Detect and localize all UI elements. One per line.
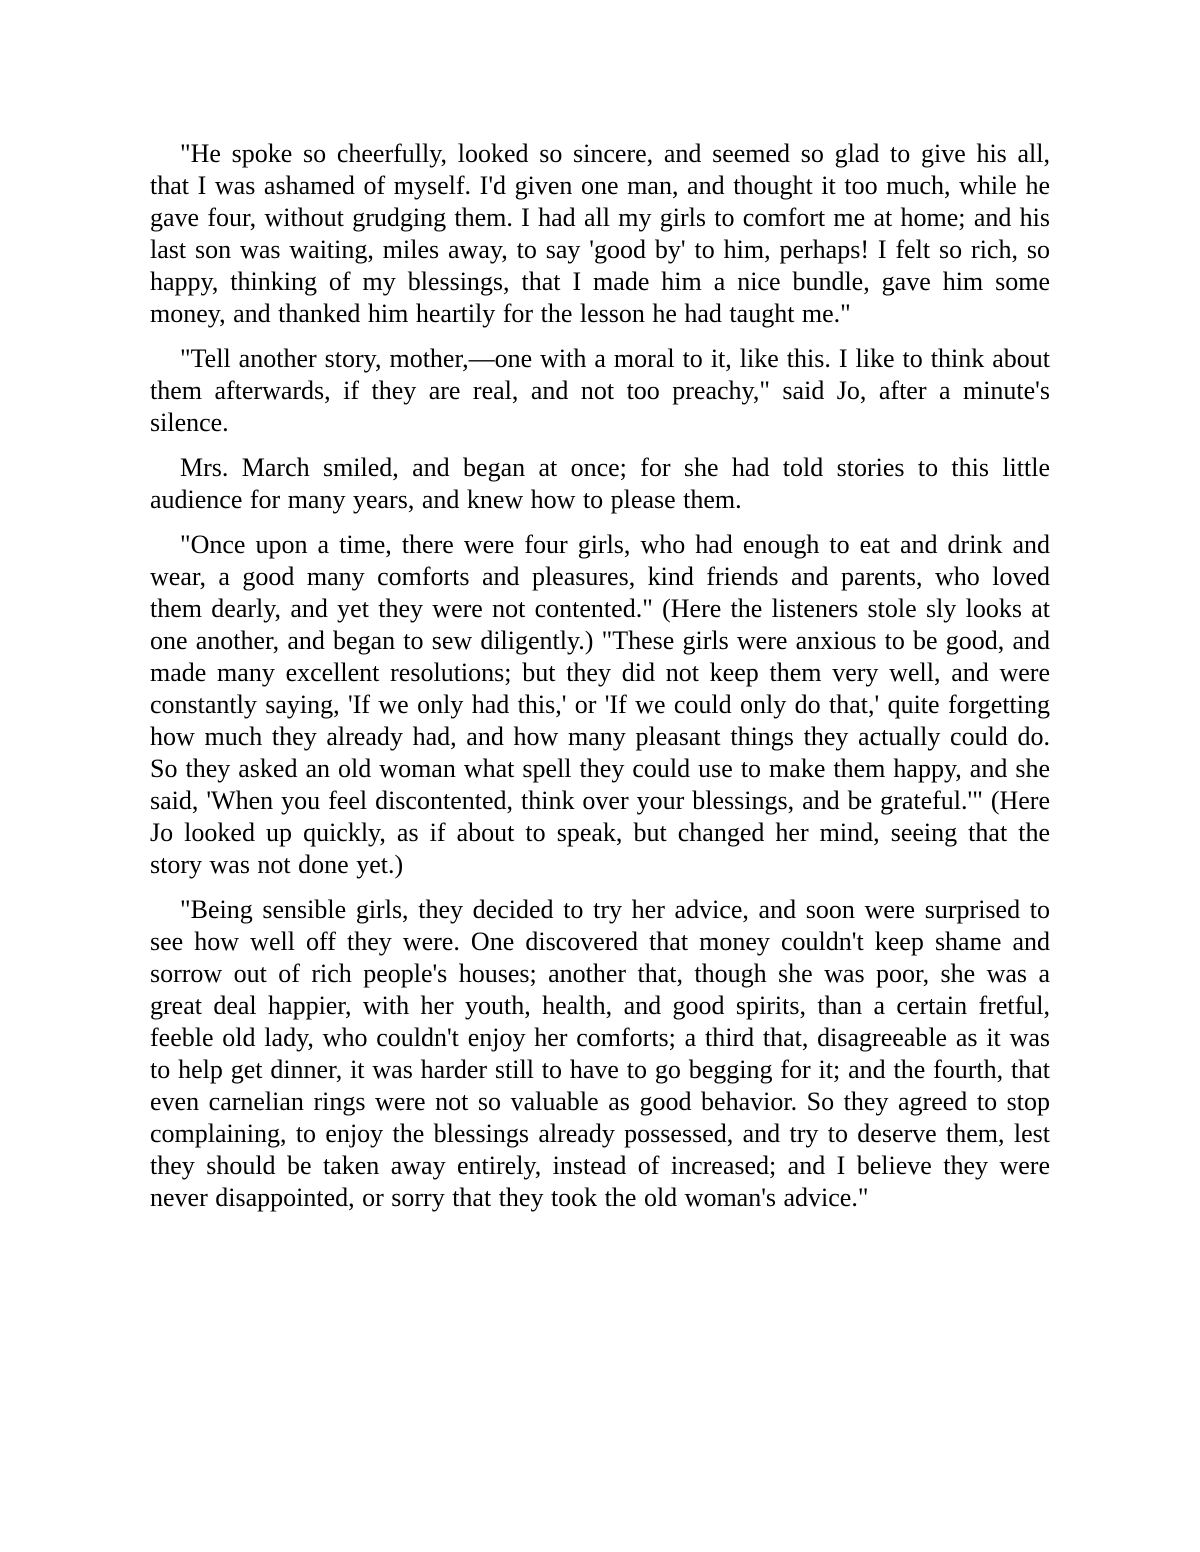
paragraph-1: "He spoke so cheerfully, looked so sincere, and seemed so glad to give his all, that I was ashamed of myself. I'd given one man, and thought it too much, while he gave four, without grudging them. I had all my girls to comfort me at home; and his last son was waiting, miles away, to say 'good by' to him, perhaps! I felt so rich, so happy, thinking of my blessings, that I made him a nice bundle, gave him some money, and thanked him heartily for the lesson he had taught me.": [150, 139, 1050, 328]
paragraph-2: "Tell another story, mother,—one with a moral to it, like this. I like to think about them afterwards, if they are real, and not too preachy," said Jo, after a minute's silence.: [150, 344, 1050, 437]
paragraph-5: "Being sensible girls, they decided to try her advice, and soon were surprised to see how well off they were. One discovered that money couldn't keep shame and sorrow out of rich people's houses; another that, though she was poor, she was a great deal happier, with her youth, health, and good spirits, than a certain fretful, feeble old lady, who couldn't enjoy her comforts; a third that, disagreeable as it was to help get dinner, it was harder still to have to go begging for it; and the fourth, that even carnelian rings were not so valuable as good behavior. So they agreed to stop complaining, to enjoy the blessings already possessed, and try to deserve them, lest they should be taken away entirely, instead of increased; and I believe they were never disappointed, or sorry that they took the old woman's advice.": [150, 895, 1050, 1212]
paragraph-3: Mrs. March smiled, and began at once; for she had told stories to this little audience for many years, and knew how to please them.: [150, 453, 1050, 514]
paragraph-4: "Once upon a time, there were four girls, who had enough to eat and drink and wear, a good many comforts and pleasures, kind friends and parents, who loved them dearly, and yet they were not contented." (Here the listeners stole sly looks at one another, and began to sew diligently.) "These girls were anxious to be good, and made many excellent resolutions; but they did not keep them very well, and were constantly saying, 'If we only had this,' or 'If we could only do that,' quite forgetting how much they already had, and how many pleasant things they actually could do. So they asked an old woman what spell they could use to make them happy, and she said, 'When you feel discontented, think over your blessings, and be grateful.'" (Here Jo looked up quickly, as if about to speak, but changed her mind, seeing that the story was not done yet.): [150, 530, 1050, 879]
